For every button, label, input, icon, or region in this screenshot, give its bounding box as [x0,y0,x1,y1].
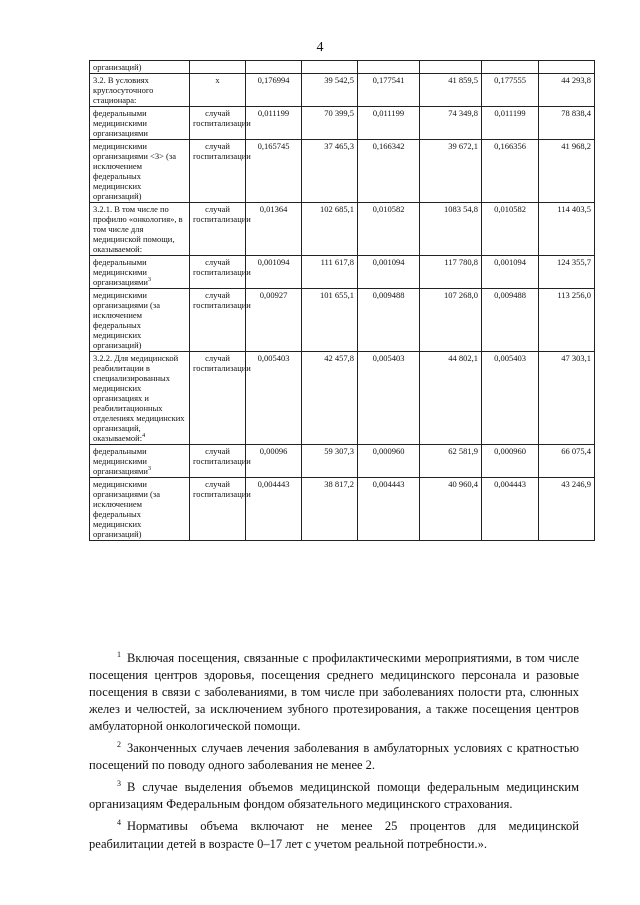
cost-norm-cell: 47 303,1 [539,352,595,445]
row-label: федеральными медицинскими организациями [93,446,148,476]
volume-norm-cell: 0,177555 [482,74,539,107]
cost-norm-cell [420,61,482,74]
cost-norm-cell: 42 457,8 [302,352,358,445]
volume-norm-cell: 0,00096 [246,445,302,478]
volume-norm-cell: 0,004443 [482,478,539,541]
page-number: 4 [316,40,324,55]
footnote [89,736,579,774]
volume-norm-cell: 0,004443 [246,478,302,541]
cost-norm-cell: 59 307,3 [302,445,358,478]
footnote-ref: 3 [147,466,151,473]
cost-norm-cell: 38 817,2 [302,478,358,541]
footnote [89,646,579,735]
volume-norm-cell: 0,011199 [358,107,420,140]
cost-norm-cell: 74 349,8 [420,107,482,140]
footnote-ref: 4 [142,433,146,440]
row-label-cell [90,289,190,352]
row-label-cell [90,61,190,74]
unit-cell: случай госпитализации [190,107,246,140]
cost-norm-cell: 78 838,4 [539,107,595,140]
table-row [90,107,595,140]
volume-norm-cell: 0,009488 [482,289,539,352]
unit-cell [190,61,246,74]
volume-norm-cell: 0,177541 [358,74,420,107]
cost-norm-cell: 101 655,1 [302,289,358,352]
cost-norm-cell: 37 465,3 [302,140,358,203]
table-row [90,352,595,445]
table-row [90,445,595,478]
volume-norm-cell [358,61,420,74]
volume-norm-cell: 0,005403 [482,352,539,445]
row-label-cell [90,445,190,478]
row-label: федеральными медицинскими организациями [93,257,148,287]
table-row [90,74,595,107]
unit-cell: случай госпитализации [190,140,246,203]
table-row [90,140,595,203]
volume-norm-cell: 0,00927 [246,289,302,352]
unit-cell: случай госпитализации [190,478,246,541]
table-row [90,61,595,74]
cost-norm-cell: 1083 54,8 [420,203,482,256]
cost-norm-cell: 62 581,9 [420,445,482,478]
volume-norm-cell [246,61,302,74]
cost-norm-cell: 39 542,5 [302,74,358,107]
footnote-ref: 3 [147,277,151,284]
volume-norm-cell: 0,005403 [246,352,302,445]
volume-norm-cell: 0,166356 [482,140,539,203]
volume-norm-cell: 0,009488 [358,289,420,352]
unit-cell: х [190,74,246,107]
footnote-text: Нормативы объема включают не менее 25 процентов для медицинской реабилитации детей в возрасте 0–17 лет с учетом реальной потребности.». [89,819,579,851]
volume-norm-cell: 0,011199 [482,107,539,140]
cost-norm-cell: 41 859,5 [420,74,482,107]
footnotes [89,646,579,854]
cost-norm-cell: 44 293,8 [539,74,595,107]
row-label-cell [90,256,190,289]
cost-norm-cell [539,61,595,74]
cost-norm-cell: 43 246,9 [539,478,595,541]
row-label: 3.2.1. В том числе по профилю «онкология», в том числе для медицинской помощи, оказываемой: [93,204,183,254]
volume-norm-cell: 0,01364 [246,203,302,256]
cost-norm-cell: 124 355,7 [539,256,595,289]
row-label-cell [90,107,190,140]
norms-table [89,60,595,541]
cost-norm-cell: 102 685,1 [302,203,358,256]
row-label-cell [90,478,190,541]
volume-norm-cell: 0,001094 [482,256,539,289]
volume-norm-cell: 0,176994 [246,74,302,107]
row-label: 3.2.2. Для медицинской реабилитации в специализированных медицинских организациях и реабилитационных отделениях медицинских организаций, оказываемой: [93,353,185,443]
cost-norm-cell: 107 268,0 [420,289,482,352]
cost-norm-cell: 117 780,8 [420,256,482,289]
row-label-cell [90,140,190,203]
row-label: медицинскими организациями (за исключением федеральных медицинских организаций) [93,479,161,539]
volume-norm-cell: 0,005403 [358,352,420,445]
row-label: 3.2. В условиях круглосуточного стационара: [93,75,154,105]
volume-norm-cell: 0,010582 [482,203,539,256]
footnote [89,775,579,813]
row-label: федеральными медицинскими организациями [93,108,148,138]
cost-norm-cell: 70 399,5 [302,107,358,140]
cost-norm-cell: 41 968,2 [539,140,595,203]
volume-norm-cell: 0,001094 [358,256,420,289]
cost-norm-cell: 40 960,4 [420,478,482,541]
cost-norm-cell: 114 403,5 [539,203,595,256]
volume-norm-cell: 0,011199 [246,107,302,140]
footnote-text: В случае выделения объемов медицинской помощи федеральным медицинским организациям Федеральным фондом обязательного медицинского страхования. [89,780,579,812]
volume-norm-cell: 0,166342 [358,140,420,203]
table-row [90,203,595,256]
unit-cell: случай госпитализации [190,445,246,478]
row-label: медицинскими организациями (за исключением федеральных медицинских организаций) [93,290,161,350]
table-row [90,478,595,541]
footnote-mark: 3 [117,779,121,789]
volume-norm-cell: 0,010582 [358,203,420,256]
cost-norm-cell: 39 672,1 [420,140,482,203]
unit-cell: случай госпитализации [190,203,246,256]
volume-norm-cell [482,61,539,74]
cost-norm-cell: 66 075,4 [539,445,595,478]
footnote [89,814,579,852]
unit-cell: случай госпитализации [190,256,246,289]
footnote-mark: 4 [117,818,121,828]
volume-norm-cell: 0,000960 [358,445,420,478]
unit-cell: случай госпитализации [190,289,246,352]
row-label: медицинскими организациями <3> (за исключением федеральных медицинских организаций) [93,141,176,201]
row-label-cell [90,352,190,445]
volume-norm-cell: 0,001094 [246,256,302,289]
footnote-mark: 2 [117,740,121,750]
cost-norm-cell: 113 256,0 [539,289,595,352]
volume-norm-cell: 0,165745 [246,140,302,203]
volume-norm-cell: 0,004443 [358,478,420,541]
unit-cell: случай госпитализации [190,352,246,445]
footnote-text: Законченных случаев лечения заболевания в амбулаторных условиях с кратностью посещений по поводу одного заболевания не менее 2. [89,741,579,773]
footnote-text: Включая посещения, связанные с профилактическими мероприятиями, в том числе посещения центров здоровья, посещения среднего медицинского персонала и разовые посещения в связи с заболеваниями, в том числе при заболеваниях полости рта, слюнных желез и челюстей, за исключением зубного протезирования, а также посещения центров амбулаторной онкологической помощи. [89,651,579,734]
table-row [90,289,595,352]
row-label-cell [90,74,190,107]
row-label-cell [90,203,190,256]
cost-norm-cell [302,61,358,74]
cost-norm-cell: 44 802,1 [420,352,482,445]
row-label: организаций) [93,62,142,72]
cost-norm-cell: 111 617,8 [302,256,358,289]
table-row [90,256,595,289]
volume-norm-cell: 0,000960 [482,445,539,478]
footnote-mark: 1 [117,650,121,659]
